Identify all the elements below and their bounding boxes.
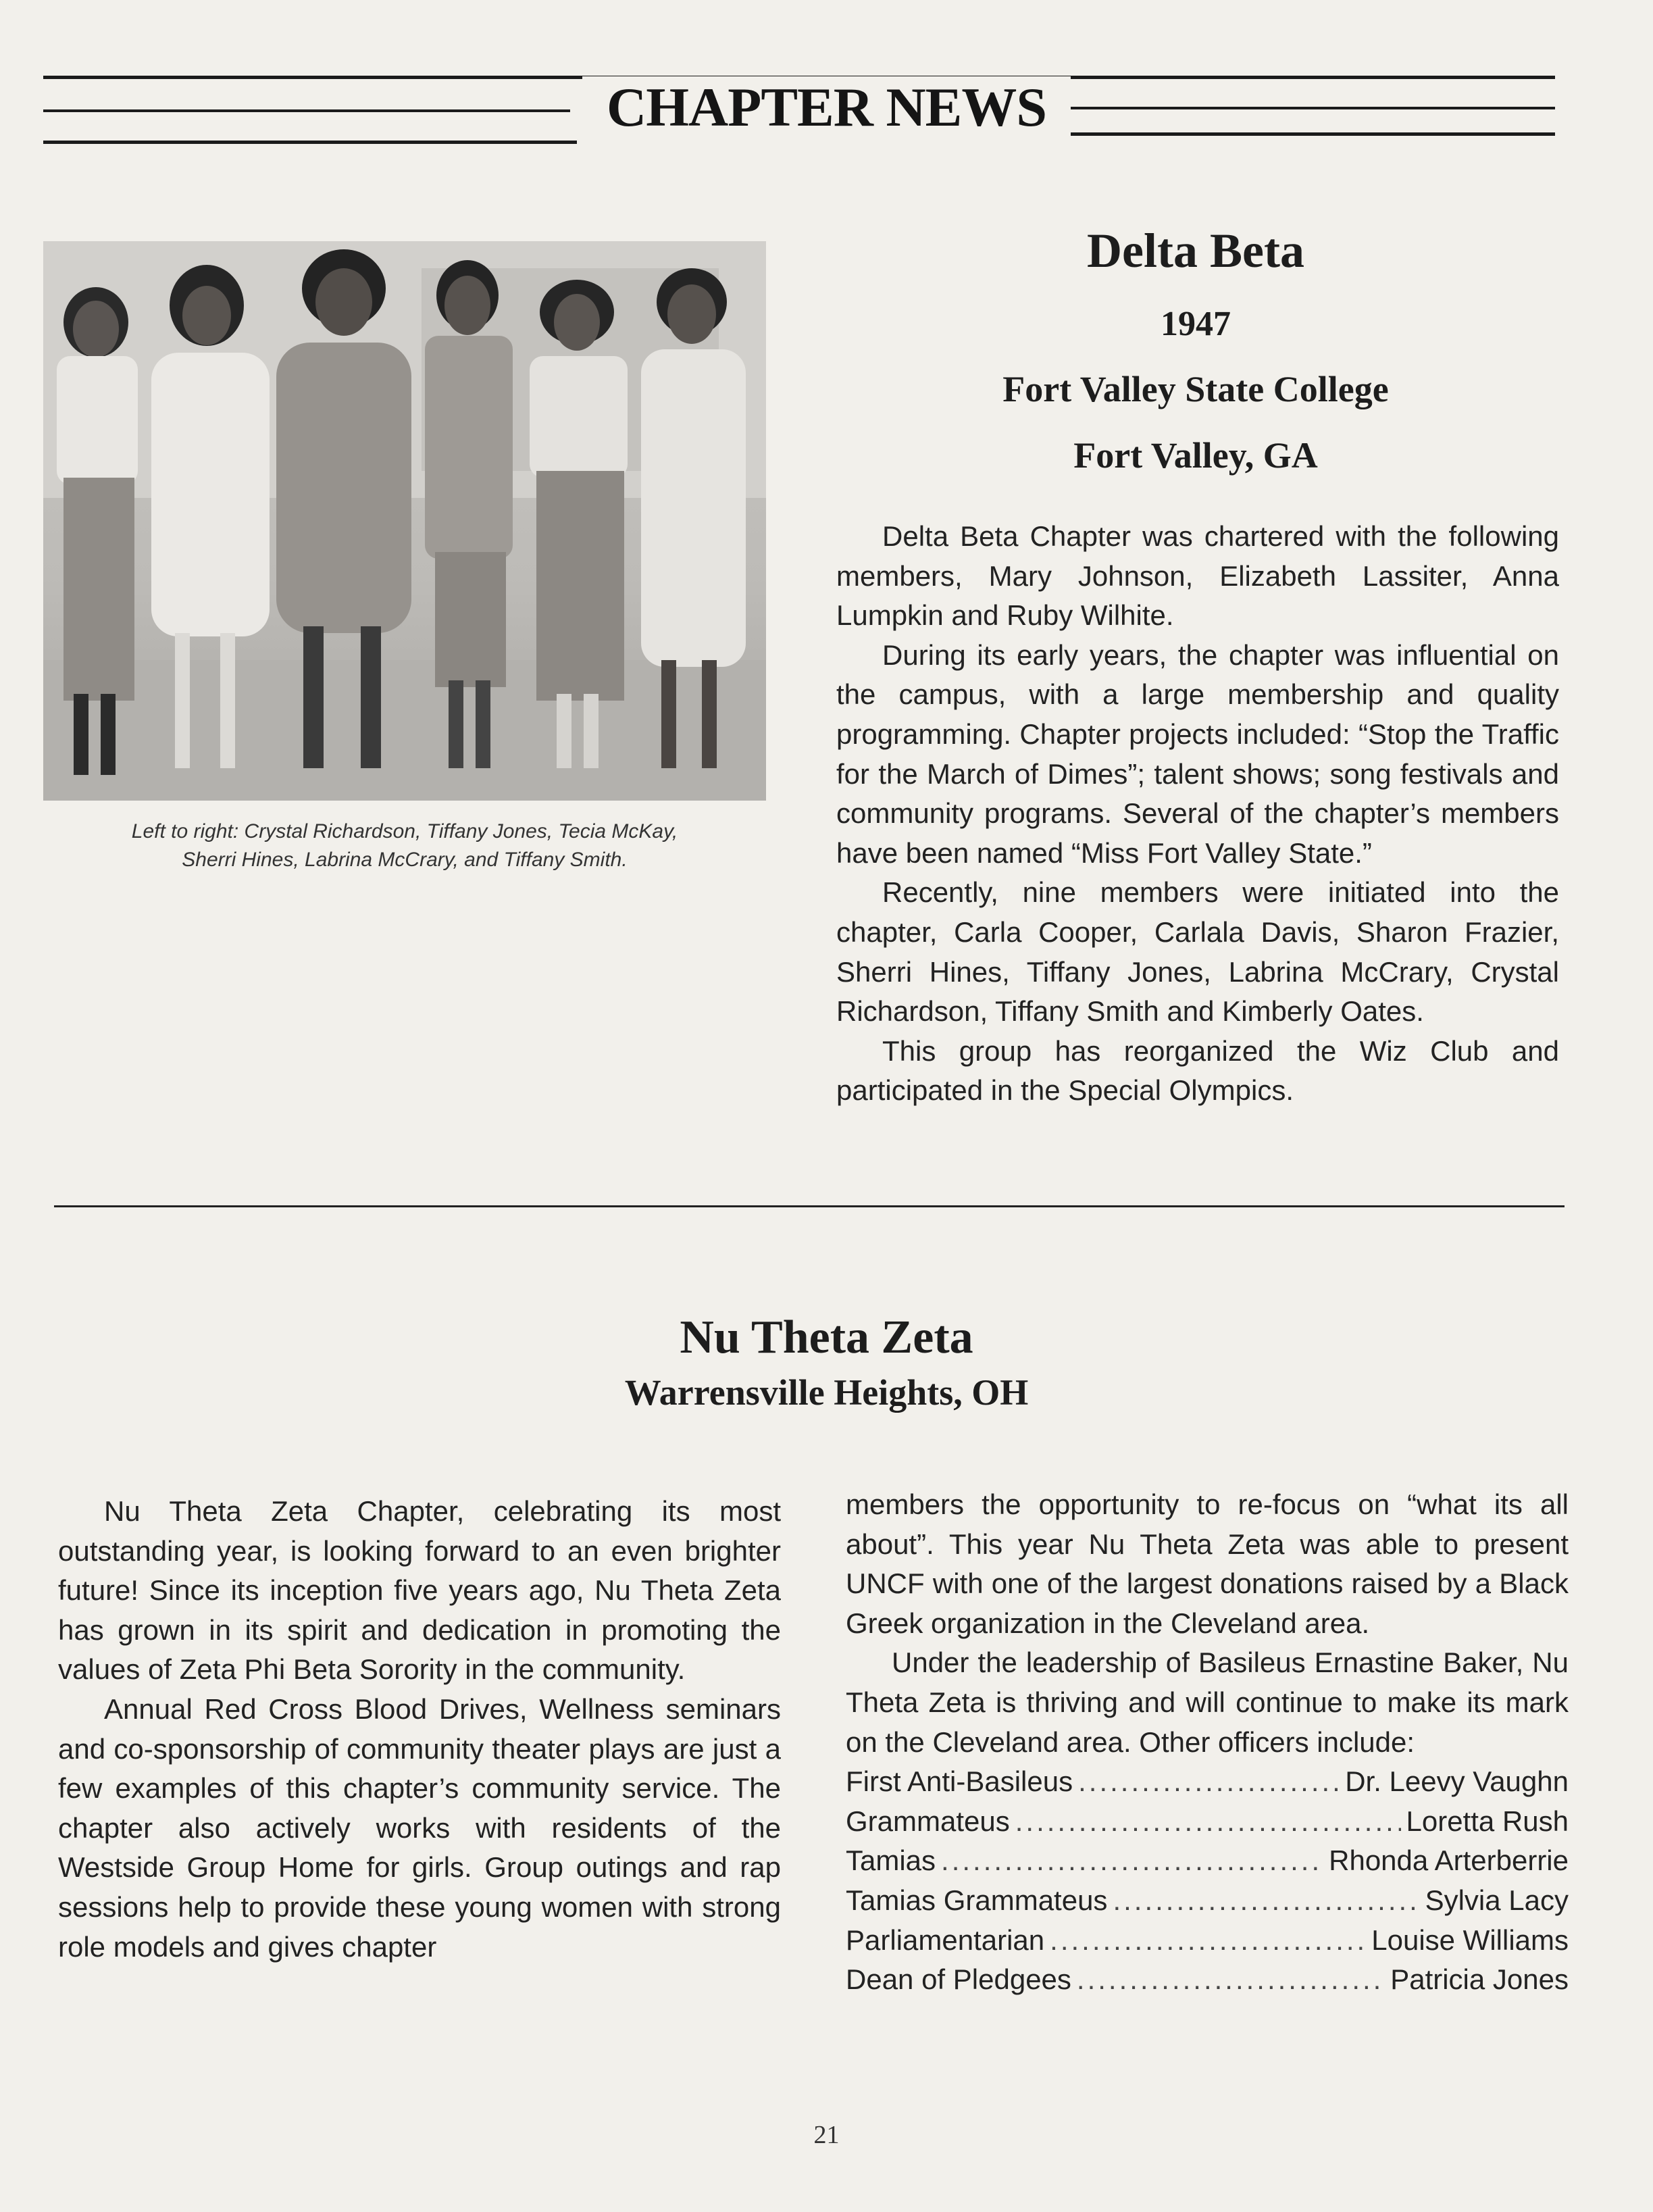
officer-role: First Anti-Basileus	[846, 1765, 1073, 1798]
photo-caption	[43, 818, 766, 874]
leader-dots	[1077, 1960, 1385, 2000]
officers-list	[846, 1762, 1569, 2000]
group-photo	[43, 241, 766, 801]
leader-dots	[1050, 1921, 1366, 1961]
delta-beta-paragraph: Delta Beta Chapter was chartered with the following members, Mary Johnson, Elizabeth Lassiter, Anna Lumpkin and Ruby Wilhite.	[836, 520, 1559, 632]
leader-dots	[1113, 1881, 1419, 1921]
officer-row	[846, 1762, 1569, 1802]
officer-name: Patricia Jones	[1390, 1963, 1569, 1996]
nu-theta-zeta-continuation: members the opportunity to re-focus on “what its all about”. This year Nu Theta Zeta was able to present UNCF with one of the largest donations raised by a Black Greek organization in the Cleveland area.	[846, 1488, 1569, 1639]
officer-row	[846, 1960, 1569, 2000]
leader-dots	[1078, 1762, 1340, 1802]
nu-theta-zeta-location: Warrensville Heights, OH	[624, 1372, 1029, 1413]
delta-beta-paragraph: Recently, nine members were initiated into the chapter, Carla Cooper, Carlala Davis, Sharon Frazier, Sherri Hines, Tiffany Jones, Labrina McCrary, Crystal Richardson, Tiffany Smith and Kimberly Oates.	[836, 876, 1559, 1028]
nu-theta-zeta-paragraph: Under the leadership of Basileus Ernastine Baker, Nu Theta Zeta is thriving and will continue to make its mark on the Cleveland area. Other officers include:	[846, 1647, 1569, 1758]
officer-name: Sylvia Lacy	[1425, 1884, 1569, 1916]
officer-row	[846, 1841, 1569, 1881]
masthead-rule-left-bottom	[43, 141, 577, 144]
delta-beta-school: Fort Valley State College	[1002, 369, 1389, 409]
nu-theta-zeta-title: Nu Theta Zeta	[680, 1311, 973, 1363]
nu-theta-zeta-left-column	[58, 1492, 781, 1967]
officer-name: Louise Williams	[1371, 1924, 1569, 1956]
section-divider	[54, 1205, 1565, 1207]
leader-dots	[941, 1841, 1323, 1881]
officer-role: Grammateus	[846, 1805, 1010, 1837]
officer-role: Tamias Grammateus	[846, 1884, 1108, 1916]
masthead-title: CHAPTER NEWS	[0, 76, 1653, 139]
page-number: 21	[813, 2121, 840, 2149]
leader-dots	[1015, 1802, 1401, 1842]
delta-beta-year: 1947	[1161, 305, 1231, 343]
officer-row	[846, 1921, 1569, 1961]
delta-beta-article	[836, 517, 1559, 1111]
officer-row	[846, 1881, 1569, 1921]
officer-name: Loretta Rush	[1406, 1805, 1569, 1837]
delta-beta-paragraph: During its early years, the chapter was influential on the campus, with a large membership and quality programming. Chapter projects included: “Stop the Traffic for the March of Dimes”; talent shows; song festivals and community programs. Several of the chapter’s members have been named “Miss Fort Valley State.”	[836, 638, 1559, 869]
photo-caption-line-2: Sherri Hines, Labrina McCrary, and Tiffany Smith.	[182, 849, 628, 871]
officer-row	[846, 1802, 1569, 1842]
delta-beta-city: Fort Valley, GA	[1073, 435, 1318, 476]
officer-role: Parliamentarian	[846, 1924, 1045, 1956]
officer-name: Rhonda Arterberrie	[1329, 1844, 1569, 1877]
officer-role: Dean of Pledgees	[846, 1963, 1071, 1996]
officer-name: Dr. Leevy Vaughn	[1345, 1765, 1569, 1798]
nu-theta-zeta-right-column	[846, 1485, 1569, 2000]
officer-role: Tamias	[846, 1844, 936, 1877]
photo-caption-line-1: Left to right: Crystal Richardson, Tiffany Jones, Tecia McKay,	[131, 820, 678, 843]
nu-theta-zeta-paragraph: Annual Red Cross Blood Drives, Wellness seminars and co-sponsorship of community theater plays are just a few examples of this chapter’s community service. The chapter also actively works with residents of the Westside Group Home for girls. Group outings and rap sessions help to provide these young women with strong role models and gives chapter	[58, 1692, 781, 1963]
delta-beta-paragraph: This group has reorganized the Wiz Club and participated in the Special Olympics.	[836, 1034, 1559, 1107]
group-photo-figures	[43, 241, 766, 801]
nu-theta-zeta-paragraph: Nu Theta Zeta Chapter, celebrating its most outstanding year, is looking forward to an even brighter future! Since its inception five years ago, Nu Theta Zeta has grown in its spirit and dedication in promoting the values of Zeta Phi Beta Sorority in the community.	[58, 1495, 781, 1686]
delta-beta-title: Delta Beta	[1087, 224, 1304, 278]
